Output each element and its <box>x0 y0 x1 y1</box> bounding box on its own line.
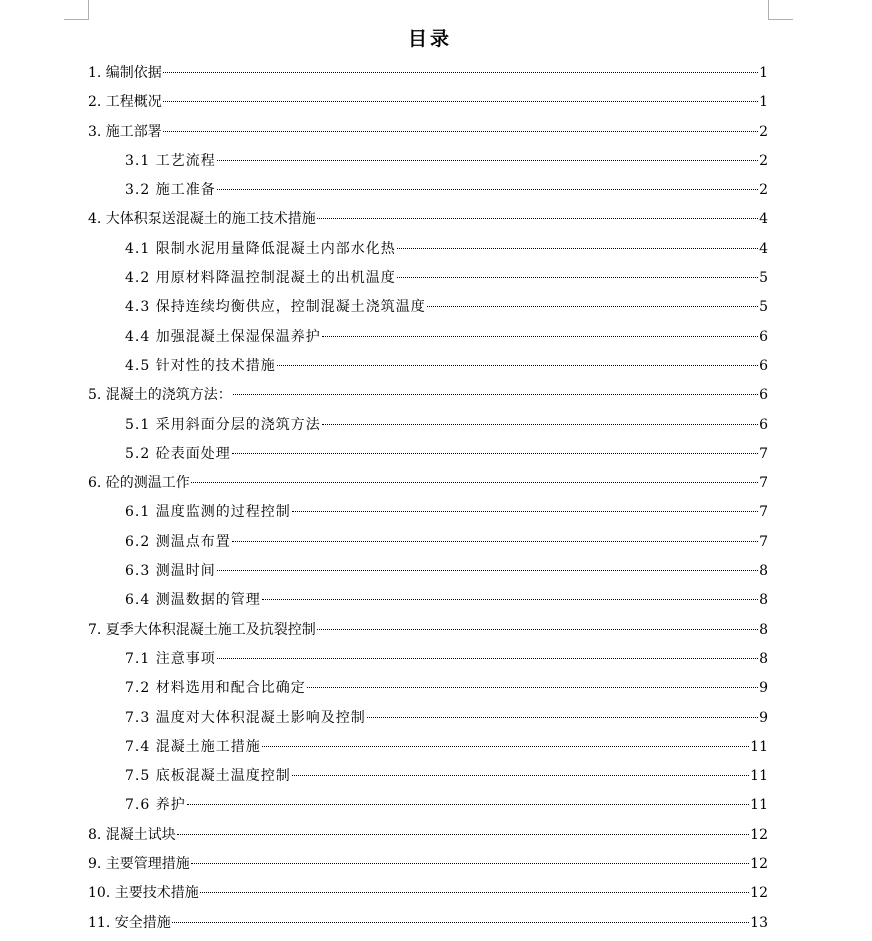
toc-dot-leader <box>317 629 758 630</box>
toc-dot-leader <box>307 687 758 688</box>
toc-entry-page: 12 <box>750 885 768 902</box>
toc-entry-page: 9 <box>759 709 768 726</box>
toc-entry-text: 7.6 养护 <box>125 797 186 814</box>
toc-entry-text: 4.3 保持连续均衡供应，控制混凝土浇筑温度 <box>125 299 426 316</box>
toc-entry-text: 5.2 砼表面处理 <box>125 445 231 462</box>
toc-dot-leader <box>163 72 758 73</box>
toc-entry-page: 8 <box>759 592 768 609</box>
toc-entry[interactable] <box>88 850 768 879</box>
toc-entry-page: 7 <box>759 504 768 521</box>
toc-entry[interactable] <box>88 264 768 293</box>
toc-dot-leader <box>163 131 758 132</box>
toc-entry-text: 10. 主要技术措施 <box>88 885 199 902</box>
toc-entry-page: 6 <box>759 416 768 433</box>
toc-dot-leader <box>163 101 758 102</box>
toc-dot-leader <box>177 834 749 835</box>
toc-entry[interactable] <box>88 586 768 615</box>
toc-dot-leader <box>232 453 758 454</box>
toc-dot-leader <box>322 424 758 425</box>
toc-entry-text: 4.5 针对性的技术措施 <box>125 357 276 374</box>
toc-entry[interactable] <box>88 205 768 234</box>
toc-dot-leader <box>262 599 758 600</box>
toc-entry-page: 7 <box>759 533 768 550</box>
toc-entry[interactable] <box>88 469 768 498</box>
toc-entry[interactable] <box>88 704 768 733</box>
toc-entry[interactable] <box>88 88 768 117</box>
toc-entry[interactable] <box>88 381 768 410</box>
toc-entry-page: 1 <box>759 94 768 111</box>
toc-dot-leader <box>217 658 758 659</box>
toc-dot-leader <box>232 541 758 542</box>
toc-entry-page: 7 <box>759 475 768 492</box>
toc-entry[interactable] <box>88 791 768 820</box>
toc-entry[interactable] <box>88 235 768 264</box>
toc-dot-leader <box>200 892 749 893</box>
toc-dot-leader <box>191 482 758 483</box>
toc-dot-leader <box>292 511 758 512</box>
toc-title: 目录 <box>407 28 452 50</box>
toc-dot-leader <box>262 746 749 747</box>
toc-entry[interactable] <box>88 498 768 527</box>
toc-entry-text: 7.3 温度对大体积混凝土影响及控制 <box>125 709 366 726</box>
toc-entry-text: 4.2 用原材料降温控制混凝土的出机温度 <box>125 270 396 287</box>
toc-dot-leader <box>217 189 758 190</box>
toc-entry-text: 9. 主要管理措施 <box>88 856 190 873</box>
toc-entry-text: 1. 编制依据 <box>88 65 162 81</box>
toc-entry-text: 7.5 底板混凝土温度控制 <box>125 768 291 785</box>
toc-entry-text: 11. 安全措施 <box>88 914 171 931</box>
toc-dot-leader <box>322 336 758 337</box>
crop-mark-top-left <box>64 0 89 20</box>
toc-dot-leader <box>317 218 758 219</box>
toc-entry[interactable] <box>88 528 768 557</box>
toc-entry-text: 8. 混凝土试块 <box>88 826 176 843</box>
toc-entry-page: 8 <box>759 563 768 580</box>
toc-entry-text: 6.1 温度监测的过程控制 <box>125 504 291 521</box>
toc-entry-page: 11 <box>750 768 768 785</box>
toc-entry[interactable] <box>88 733 768 762</box>
toc-entry-page: 1 <box>759 65 768 81</box>
toc-entry-text: 2. 工程概况 <box>88 94 162 111</box>
toc-entry[interactable] <box>88 674 768 703</box>
toc-dot-leader <box>187 804 749 805</box>
toc-dot-leader <box>397 248 758 249</box>
toc-entry[interactable] <box>88 293 768 322</box>
toc-entry-text: 7. 夏季大体积混凝土施工及抗裂控制 <box>88 621 316 638</box>
toc-dot-leader <box>292 775 749 776</box>
toc-entry[interactable] <box>88 762 768 791</box>
toc-entry-text: 3. 施工部署 <box>88 123 162 140</box>
toc-entry-text: 3.2 施工准备 <box>125 182 216 199</box>
toc-entry[interactable] <box>88 323 768 352</box>
toc-entry-text: 4. 大体积泵送混凝土的施工技术措施 <box>88 211 316 228</box>
toc-entry-text: 4.4 加强混凝土保湿保温养护 <box>125 328 321 345</box>
toc-entry-text: 7.1 注意事项 <box>125 650 216 667</box>
toc-entry[interactable] <box>88 879 768 908</box>
toc-entry-text: 6. 砼的测温工作 <box>88 475 190 492</box>
toc-entry-page: 6 <box>759 328 768 345</box>
toc-entry[interactable] <box>88 616 768 645</box>
toc-entry-page: 5 <box>759 299 768 316</box>
toc-entry-page: 12 <box>750 856 768 873</box>
toc-entry-text: 6.2 测温点布置 <box>125 533 231 550</box>
toc-entry-page: 2 <box>759 123 768 140</box>
toc-dot-leader <box>217 570 758 571</box>
toc-dot-leader <box>191 863 749 864</box>
toc-entry-text: 7.4 混凝土施工措施 <box>125 738 261 755</box>
toc-dot-leader <box>233 394 758 395</box>
toc-entry-text: 6.4 测温数据的管理 <box>125 592 261 609</box>
toc-entry[interactable] <box>88 176 768 205</box>
toc-entry[interactable] <box>88 645 768 674</box>
crop-mark-top-right <box>768 0 793 20</box>
toc-entry-page: 11 <box>750 738 768 755</box>
toc-entry-page: 4 <box>759 240 768 257</box>
toc-list <box>88 59 768 938</box>
toc-entry[interactable] <box>88 909 768 938</box>
toc-entry[interactable] <box>88 118 768 147</box>
toc-entry-page: 8 <box>759 621 768 638</box>
toc-entry-page: 12 <box>750 826 768 843</box>
toc-entry-page: 2 <box>759 152 768 169</box>
toc-entry[interactable] <box>88 821 768 850</box>
toc-entry-text: 6.3 测温时间 <box>125 563 216 580</box>
toc-entry-page: 6 <box>759 387 768 404</box>
toc-entry-page: 8 <box>759 650 768 667</box>
toc-dot-leader <box>367 717 758 718</box>
toc-entry[interactable] <box>88 411 768 440</box>
toc-entry-page: 2 <box>759 182 768 199</box>
toc-dot-leader <box>217 160 758 161</box>
toc-dot-leader <box>427 306 758 307</box>
toc-entry-page: 6 <box>759 357 768 374</box>
toc-entry-text: 5.1 采用斜面分层的浇筑方法 <box>125 416 321 433</box>
toc-entry-text: 5. 混凝土的浇筑方法： <box>88 387 232 404</box>
toc-entry-page: 7 <box>759 445 768 462</box>
toc-entry[interactable] <box>88 557 768 586</box>
toc-entry-page: 9 <box>759 680 768 697</box>
toc-entry[interactable] <box>88 59 768 88</box>
toc-entry-page: 11 <box>750 797 768 814</box>
toc-entry-page: 4 <box>759 211 768 228</box>
toc-dot-leader <box>172 922 749 923</box>
toc-entry-page: 5 <box>759 270 768 287</box>
toc-entry-page: 13 <box>750 914 768 931</box>
toc-entry-text: 3.1 工艺流程 <box>125 152 216 169</box>
toc-entry-text: 7.2 材料选用和配合比确定 <box>125 680 306 697</box>
toc-dot-leader <box>277 365 758 366</box>
toc-entry[interactable] <box>88 352 768 381</box>
toc-dot-leader <box>397 277 758 278</box>
toc-entry[interactable] <box>88 440 768 469</box>
toc-entry-text: 4.1 限制水泥用量降低混凝土内部水化热 <box>125 240 396 257</box>
toc-entry[interactable] <box>88 147 768 176</box>
